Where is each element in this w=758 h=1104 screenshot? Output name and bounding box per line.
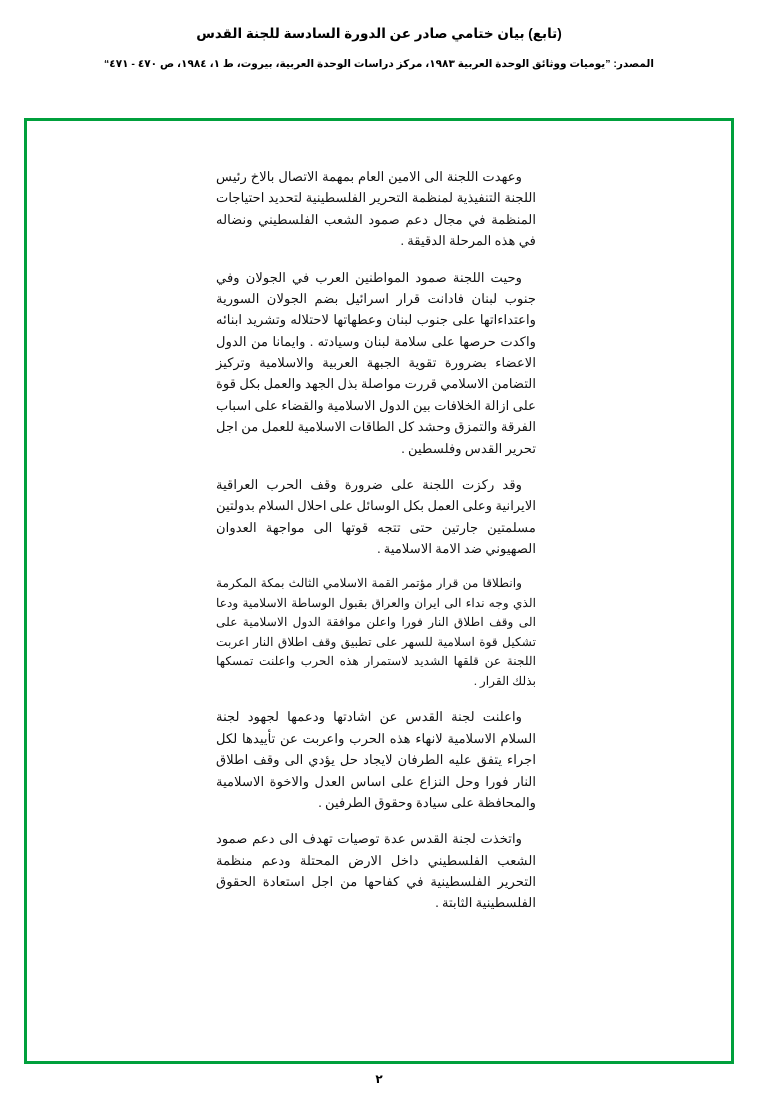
green-border-frame bbox=[24, 118, 734, 1064]
document-page bbox=[0, 26, 758, 1104]
body-paragraph: وحيت اللجنة صمود المواطنين العرب في الجولان وفي جنوب لبنان فادانت قرار اسرائيل بضم الجولان السورية واعتداءاتها على جنوب لبنان وعطهاتها لاحتلاله وتشريد ابنائه واكدت حرصها على سلامة لبنان وسيادته . وايمانا من الدول الاعضاء بضرورة تقوية الجبهة العربية والاسلامية وتركيز التضامن الاسلامي قررت مواصلة بذل الجهد والعمل بكل قوة على ازالة الخلافات بين الدول الاسلامية والقضاء على اسباب الفرقة والتمزق وحشد كل الطاقات الاسلامية للعمل من اجل تحرير القدس وفلسطين . bbox=[216, 269, 536, 456]
document-source-line: المصدر: ”يوميات ووثائق الوحدة العربية ١٩٨٣، مركز دراسات الوحدة العربية، بيروت، ط ١، ١٩٨٤، ص ٤٧٠ - ٤٧١“ bbox=[104, 58, 654, 70]
body-paragraph: وانطلاقا من قرار مؤتمر القمة الاسلامي الثالث بمكة المكرمة الذي وجه نداء الى ايران والعراق بقبول الوساطة الاسلامية ودعا الى وقف اطلاق النار فورا واعلن موافقة الدول الاسلامية على تشكيل قوة اسلامية للسهر على تطبيق وقف اطلاق النار اعربت اللجنة عن قلقها الشديد لاستمرار هذه الحرب واعلنت تمسكها بذلك القرار . bbox=[216, 576, 536, 688]
document-body bbox=[216, 166, 536, 929]
body-paragraph: وعهدت اللجنة الى الامين العام بمهمة الاتصال بالاخ رئيس اللجنة التنفيذية لمنظمة التحرير الفلسطينية لتحديد احتياجات المنظمة في مجال دعم صمود الشعب الفلسطيني ونضاله في هذه المرحلة الدقيقة . bbox=[216, 169, 536, 249]
page-number: ٢ bbox=[375, 1072, 383, 1086]
page-title: (تابع) بيان ختامي صادر عن الدورة السادسة للجنة القدس bbox=[196, 26, 562, 41]
body-paragraph: واتخذت لجنة القدس عدة توصيات تهدف الى دعم صمود الشعب الفلسطيني داخل الارض المحتلة ودعم منظمة التحرير الفلسطينية في كفاحها من اجل استعادة الحقوق الفلسطينية الثابتة . bbox=[216, 831, 536, 911]
body-paragraph: وقد ركزت اللجنة على ضرورة وقف الحرب العراقية الايرانية وعلى العمل بكل الوسائل على احلال السلام بدولتين مسلمتين جارتين حتى تتجه قوتها الى مواجهة العدوان الصهيوني ضد الامة الاسلامية . bbox=[216, 476, 536, 556]
body-paragraph: واعلنت لجنة القدس عن اشادتها ودعمها لجهود لجنة السلام الاسلامية لانهاء هذه الحرب واعربت عن تأييدها لكل اجراء يتفق عليه الطرفان لايجاد حل يؤدي الى وقف اطلاق النار فورا وحل النزاع على اساس العدل والاخوة الاسلامية والمحافظة على سيادة وحقوق الطرفين . bbox=[216, 709, 536, 810]
